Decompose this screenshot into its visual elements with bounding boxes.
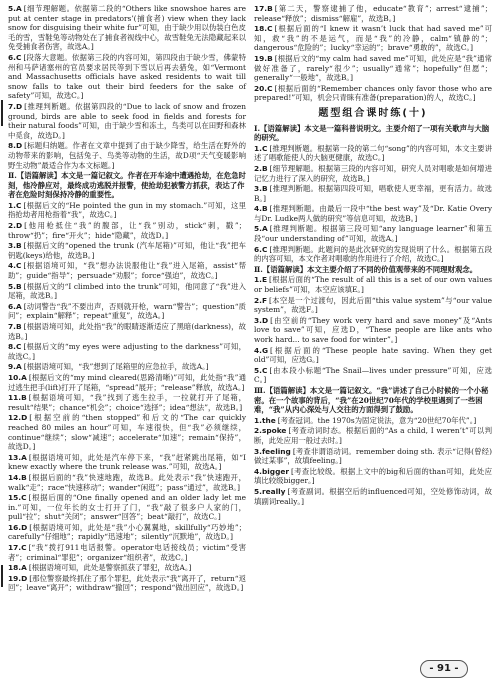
question-number: 5. — [254, 365, 262, 375]
answer-entry — [254, 164, 492, 183]
answer-choice: the — [261, 415, 276, 425]
answer-choice: B — [267, 53, 273, 63]
question-number: 17. — [254, 4, 268, 13]
left-column — [8, 4, 246, 594]
question-number: 2. — [254, 163, 262, 173]
answer-choice: A — [15, 301, 22, 311]
answer-choice: feeling — [261, 446, 291, 456]
explanation-text: [根据后面的“The result of all this is a set of our own values or beliefs”可知，本空应该填E。] — [254, 275, 492, 295]
question-number: 8. — [8, 141, 16, 151]
answer-choice: D — [261, 315, 269, 325]
question-number: 3. — [254, 315, 262, 325]
question-number: 9. — [8, 362, 16, 372]
explanation-text: [根据后文的“opened the trunk (汽车尾箱)”可知，他让“我”把车钥匙(keys)给他，故选B。] — [8, 241, 246, 260]
explanation-text: [他用枪抵住“我”的腹部，让“我”别动，stick“刺，戳”；throw“扔”；fire“开火”；hide“隐藏”，故选D。] — [8, 221, 246, 240]
answer-choice: D — [21, 413, 28, 423]
answer-choice: D — [21, 573, 28, 583]
answer-entry — [8, 141, 246, 170]
explanation-text: [考查冠词。the 1970s为固定说法，意为“20世纪70年代”。] — [277, 415, 477, 425]
answer-entry — [8, 393, 246, 412]
explanation-text: [根据语境可知，此处是“我”小心翼翼地，skillfully“巧妙地”；carefully“仔细地”；rapidly“迅速地”；silently“沉默地”，故选D。] — [8, 522, 246, 542]
answer-choice: A — [21, 563, 27, 573]
answer-choice: C — [261, 143, 268, 153]
answer-choice: B — [267, 4, 273, 13]
answer-entry — [254, 346, 492, 365]
answer-entry — [8, 261, 246, 280]
answer-entry — [254, 54, 492, 83]
question-number: 4. — [254, 466, 262, 476]
answer-entry — [254, 144, 492, 163]
explanation-text: [根据后面的“These people hate saving. When they get old”可知，应选G。] — [254, 345, 492, 365]
question-number: 1. — [8, 200, 16, 210]
explanation-text: [根据后面的“我”快速地跑，故选B。此处表示“我”快速跑开，walk“走”；race“快速移动”；wander“闲逛”；pass“通过”，故选B。] — [8, 472, 246, 492]
page-number: - 91 - — [420, 660, 468, 678]
explanation-text: [“我”拨打911电话报警。operator电话接线员；victim“受害者”；criminal“罪犯”；organizer“组织者”，故选C。] — [8, 543, 246, 562]
explanation-text: [标题归纳题。作者在文章中提到了由于缺少降雪，给生活在野外的动物带来的影响，包括兔子、鸟类等动物的生活，故D项“天气变暖影响野生动物”最适合作为本文标题。] — [8, 141, 246, 170]
answer-choice: B — [261, 163, 268, 173]
explanation-text: [考查副词。根据空后的influenced可知，空处修饰动词，故填副词really。] — [254, 486, 492, 506]
answer-choice: C — [15, 52, 22, 62]
question-number: 1. — [254, 275, 262, 285]
question-number: 10. — [8, 372, 22, 382]
answer-choice: D — [21, 522, 28, 532]
question-number: 18. — [254, 24, 268, 34]
answer-choice: C — [267, 24, 273, 34]
answer-entry — [8, 302, 246, 321]
answer-choice: C — [261, 365, 268, 375]
explanation-text: [根据后面的“One finally opened and an older lady let me in.”可知，一位年长的女士打开了门，“我”敲了很多户人家的门，pull“拉”；shut“关闭”；answer“回答”；beat“敲打”，故选C。] — [8, 493, 246, 522]
answer-entry — [254, 467, 492, 486]
answer-entry — [8, 102, 246, 140]
answer-entry — [254, 204, 492, 223]
answer-choice: B — [15, 241, 22, 251]
section-heading: Ⅰ.【语篇解读】本文是一篇科普说明文。主要介绍了一项有关歌声与大脑的研究。 — [254, 123, 490, 143]
explanation-text: [根据后文的“my eyes were adjusting to the darkness”可知，故选C。] — [8, 342, 246, 361]
answer-entry — [254, 84, 492, 103]
question-number: 5. — [8, 281, 16, 291]
question-number: 6. — [254, 244, 262, 254]
explanation-text: [根据后文的“I climbed into the trunk”可知，他同意了“我”进入尾箱，故选B。] — [8, 281, 246, 301]
explanation-text: [根据后面的“Remember chances only favor those who are prepared!”可知，机会只青睐有准备(preparation)的人，故选C。] — [254, 83, 492, 103]
answer-entry — [8, 453, 246, 472]
answer-choice: B — [15, 322, 22, 331]
answer-entry — [8, 543, 246, 562]
right-column — [254, 4, 492, 507]
explanation-text: [本空是一个过渡句，因此后面“this value system”与“our value system”，故选F。] — [254, 295, 492, 315]
explanation-text: [根据后面的“I knew it wasn’t luck that had saved me”可知，救“我”的不是运气，而是“我”的冷静，calm“镇静的”；dangerous“危险的”；lucky“幸运的”；brave“勇敢的”，故选C。] — [254, 24, 492, 53]
answer-choice: C — [267, 83, 273, 93]
section-heading: Ⅱ.【语篇解读】本文主要介绍了不同的价值观带来的不同理财观念。 — [254, 264, 478, 274]
answer-choice: spoke — [261, 426, 287, 436]
answer-entry — [8, 574, 246, 593]
question-number: 12. — [8, 413, 22, 423]
answer-choice: A — [15, 4, 22, 13]
answer-choice: D — [15, 101, 23, 111]
explanation-text: [考查非谓语动词。remember doing sth. 表示“记得(曾经)做过某事”，故填feeling。] — [254, 446, 492, 466]
question-number: 7. — [8, 322, 16, 331]
answer-entry — [8, 373, 246, 392]
answer-entry — [254, 275, 492, 294]
question-number: 4. — [254, 345, 262, 355]
answer-entry — [254, 366, 492, 385]
answer-entry — [254, 487, 492, 506]
answer-entry — [8, 413, 246, 451]
explanation-text: [段落大意题。依据第三段的内容可知，第四段由于缺少雪，佛蒙特州和马萨诸塞州的官员要求居民等到下雪以后再去猎兔，如“Vermont and Massachusetts officials have asked residents to wait till snow falls to take out their bird feeders for the sake of safety”可知，故选C。] — [8, 52, 246, 101]
answer-entry — [254, 296, 492, 315]
explanation-text: [考查动词时态。根据后面的“As a child, I weren’t”可以判断，此处应用一般过去时。] — [254, 426, 492, 445]
answer-choice: G — [261, 345, 269, 355]
answer-choice: F — [261, 295, 268, 305]
explanation-text: [推理判断题。依据第四段的“Due to lack of snow and frozen ground, birds are able to seek food in fields and forests for their natural foods”可知，由于缺少雪和冻土，鸟类可以在田野和森林中觅食，故选D。] — [8, 101, 246, 140]
explanation-text: [那位警察最终抓住了那个罪犯，此处表示“我”离开了，return“返回”；leave“离开”；withdraw“撤回”；respond“做出回应”，故选D。] — [8, 573, 246, 593]
explanation-text: [根据语境可知，“我”想办法说服他让“我”进入尾箱，assist“帮助”；guide“指导”；persuade“劝服”；force“强迫”，故选C。] — [8, 261, 246, 281]
answer-choice: C — [15, 200, 22, 210]
answer-entry — [8, 4, 246, 52]
explanation-text: [根据后文的“He pointed the gun in my stomach.”可知，这里指抢劫者用枪指着“我”，故选C。] — [8, 200, 246, 220]
question-number: 1. — [254, 415, 262, 425]
answer-choice: D — [15, 221, 23, 231]
explanation-text: [根据语境可知，此处是警察抓获了罪犯，故选A。] — [28, 563, 192, 573]
answer-choice: B — [21, 393, 27, 403]
explanation-text: [推理判断题。根据第三段可知“any language learner”和第五段“our understanding of”可知，故选A。] — [254, 224, 492, 244]
answer-choice: C — [15, 261, 22, 271]
question-number: 14. — [8, 472, 22, 482]
section-title: 题型组合课时练(十) — [318, 107, 428, 119]
question-number: 13. — [8, 452, 22, 462]
question-number: 18. — [8, 563, 22, 573]
question-number: 3. — [254, 184, 262, 194]
answer-entry — [254, 447, 492, 466]
explanation-text: [根据语境可知，“我”找到了逃生拉手，一拉就打开了尾箱，result“结果”；chance“机会”；choice“选择”；idea“想法”，故选B。] — [8, 393, 246, 412]
question-number: 5. — [254, 486, 262, 496]
question-number: 19. — [254, 53, 268, 63]
question-number: 2. — [254, 295, 262, 305]
answer-entry — [254, 224, 492, 243]
explanation-text: [动词警告“我”不要出声，否则就开枪，warn“警告”；question“质问”；explain“解释”；repeat“重复”，故选A。] — [8, 301, 246, 321]
answer-choice: A — [21, 372, 27, 382]
right-column-top — [254, 4, 492, 103]
answer-entry — [254, 316, 492, 345]
explanation-text: [推理判断题。根据第一段的第二句“song”的内容可知，本文主要讲述了唱歌能使人的大脑更健康，故选C。] — [254, 143, 492, 163]
binding-mark — [1, 100, 3, 126]
answer-entry — [8, 473, 246, 492]
answer-entry — [8, 523, 246, 542]
question-number: 11. — [8, 393, 22, 403]
question-number: 5. — [8, 4, 16, 13]
answer-entry — [8, 241, 246, 260]
section-heading: Ⅱ.【语篇解读】本文是一篇记叙文。作者在开车途中遭遇抢劫，在危急时刻，他冷静应对，最终成功逃脱并报警，使抢劫犯被警方抓获，表达了作者在危险时刻保持冷静的重要性。 — [8, 171, 246, 200]
explanation-text: [推理判断题。此题问的是此次研究的发现说明了什么。根据第五段的内容可知，本文作者对唱歌的作用进行了介绍，故选C。] — [254, 244, 492, 264]
question-number: 2. — [254, 426, 262, 436]
answer-entry — [8, 322, 246, 341]
answer-entry — [8, 282, 246, 301]
answer-entry — [254, 416, 492, 426]
answer-entry — [8, 201, 246, 220]
explanation-text: [根据语境可知，此处是汽车停下来，“我”赶紧跳出尾箱，如“I knew exactly where the trunk release was.”可知，故选A。] — [8, 452, 246, 472]
question-number: 15. — [8, 493, 22, 503]
answer-entry — [8, 493, 246, 522]
answer-entry — [254, 4, 492, 23]
question-number: 2. — [8, 221, 16, 231]
question-number: 19. — [8, 573, 22, 583]
answer-choice: B — [21, 472, 27, 482]
explanation-text: [根据语境可知，此处指“我”的眼睛逐渐适应了黑暗(darkness)，故选B。] — [8, 322, 246, 341]
answer-choice: B — [15, 281, 22, 291]
question-number: 6. — [8, 301, 16, 311]
answer-choice: C — [21, 543, 27, 553]
answer-entry — [8, 53, 246, 101]
explanation-text: [根据后文的“my mind cleared(思路清晰)”可知，此处指“我”通过逃生把手(lift)打开了尾箱，“spread”展开；“release”释放，故选A。] — [8, 372, 246, 392]
answer-entry — [8, 563, 246, 573]
explanation-text: [根据空前的“then stopped”和后文的“The car quickly reached 80 miles an hour”可知，车速很快，但“我”必须继续，continue“继续”；slow“减速”；accelerate“加速”；remain“保持”，故选D。] — [8, 413, 246, 452]
section-heading: Ⅲ.【语篇解读】本文是一篇记叙文。“我”讲述了自己小时候的一个小秘密。在一个故事的背后，“我”在20世纪70年代的学校里遇到了一些困难，“我”从内心深处与人交往的方面得到了鼓励。 — [254, 385, 489, 415]
explanation-text: [推理判断题。根据第四段可知，唱歌使人更幸福，更有活力。故选B。] — [254, 184, 492, 203]
question-number: 1. — [254, 143, 262, 153]
answer-choice: D — [15, 141, 23, 151]
question-number: 20. — [254, 83, 268, 93]
question-number: 5. — [254, 224, 262, 234]
answer-entry — [8, 342, 246, 361]
question-number: 7. — [8, 101, 16, 111]
answer-entry — [254, 245, 492, 264]
question-number: 16. — [8, 522, 22, 532]
answer-entry — [8, 221, 246, 240]
answer-choice: E — [261, 275, 268, 285]
explanation-text: [由空前的“They work very hard and save money”及“Ants love to save”可知，应选D，“These people are like ants who work hard... to save food for winter”。] — [254, 315, 492, 344]
explanation-text: [由本段小标题“The Snail—lives under pressure”可知，应选C。] — [254, 365, 492, 385]
question-number: 6. — [8, 52, 16, 62]
question-number: 8. — [8, 342, 16, 352]
right-column-bottom — [254, 124, 492, 507]
answer-entry — [254, 184, 492, 203]
question-number: 17. — [8, 543, 22, 553]
explanation-text: [细节理解题。根据第三段的内容可知，研究人员对唱歌是如何增进记忆力进行了深入的研究，故选B。] — [254, 163, 492, 183]
explanation-text: [考查比较级。根据上文中的big和后面的than可知，此处应填比较级bigger。] — [254, 466, 492, 486]
answer-choice: bigger — [261, 466, 290, 476]
question-number: 3. — [254, 446, 262, 456]
answer-choice: C — [21, 493, 27, 503]
answer-choice: A — [261, 224, 268, 234]
binding-mark — [1, 565, 3, 587]
answer-choice: really — [261, 486, 286, 496]
question-number: 4. — [8, 261, 16, 271]
answer-entry — [254, 24, 492, 53]
answer-entry — [254, 426, 492, 445]
explanation-text: [根据后文的“my calm had saved me”可知，此处应是“我”通常做好准备了，rarely“很少”；usually“通常”；hopefully“但愿”；generally“一般地”，故选B。] — [254, 53, 492, 83]
answer-choice: C — [261, 244, 268, 254]
explanation-text: [根据语境可知，“我”想到了尾箱里的应急拉手，故选A。] — [23, 362, 209, 372]
answer-choice: B — [261, 204, 268, 214]
explanation-text: [第二天，警察逮捕了他，educate“教育”；arrest“逮捕”；release“释放”；dismiss“解雇”，故选B。] — [254, 4, 492, 23]
answer-choice: B — [261, 184, 268, 194]
answer-choice: C — [15, 342, 22, 352]
explanation-text: [推理判断题。由最后一段中“the best way”及“Dr. Katie Overy与Dr. Ludke两人做的研究”等信息可知，故选B。] — [254, 204, 492, 223]
question-number: 4. — [254, 204, 262, 214]
answer-choice: A — [15, 362, 22, 372]
answer-entry — [8, 362, 246, 372]
answer-choice: A — [21, 452, 27, 462]
question-number: 3. — [8, 241, 16, 251]
explanation-text: [细节理解题。依据第二段的“Others like snowshoe hares are put at center stage in predators’(捕食者) view when they lack snow for disguising their white fur”可知，由于缺少用以伪装白色皮毛的雪，雪鞋兔等动物处在了捕食者视线中心，故雪鞋兔无法隐藏起来以免受捕食者伤害，故选A。] — [8, 4, 246, 52]
